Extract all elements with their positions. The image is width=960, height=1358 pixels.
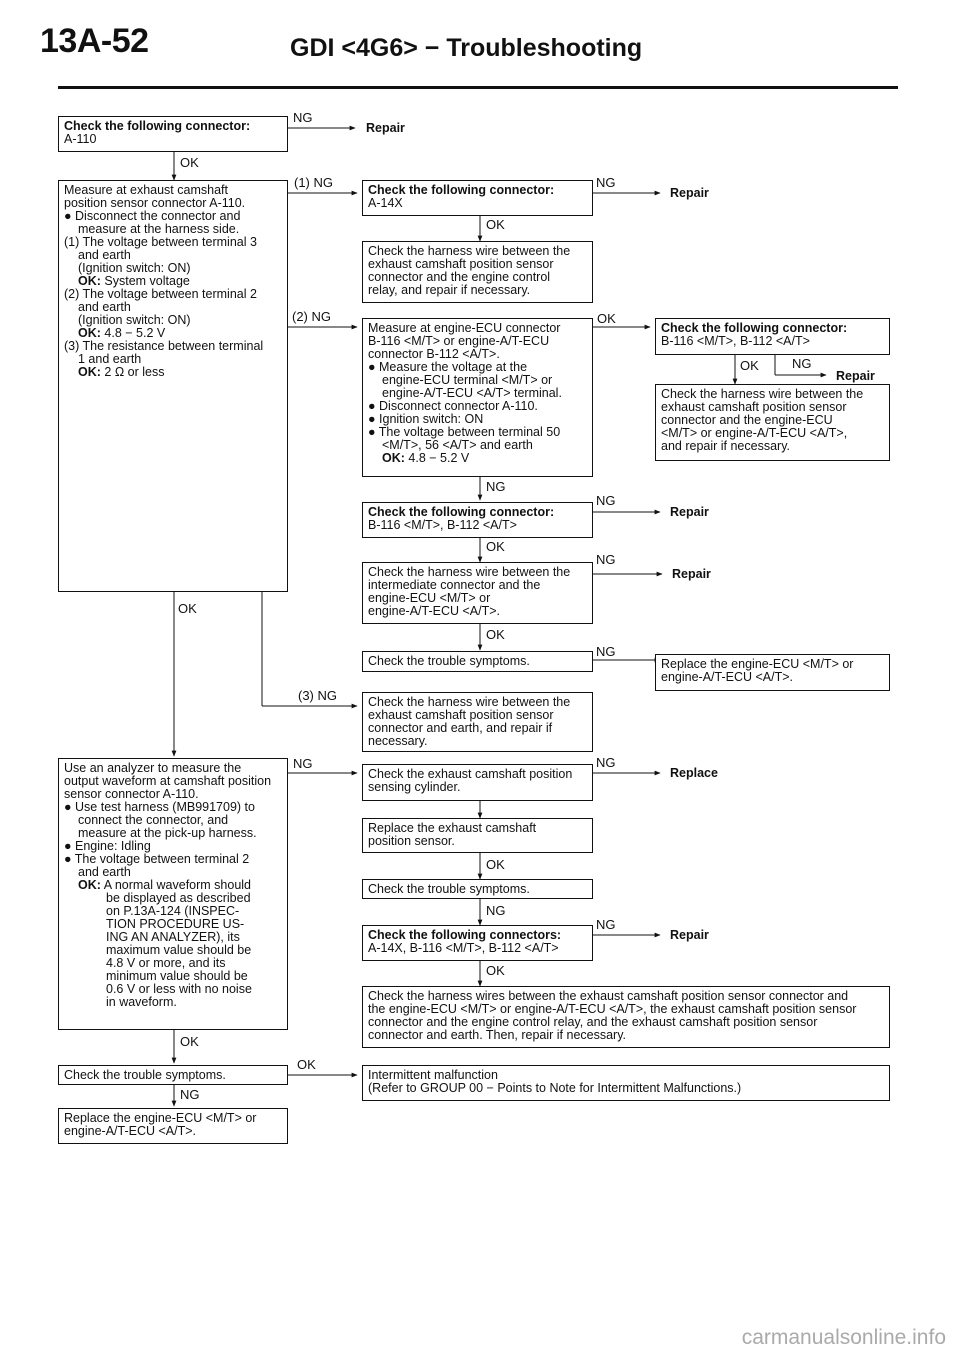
ng-label: NG — [180, 1087, 200, 1102]
box-text: (3) The resistance between terminal — [64, 339, 264, 353]
ng-label: NG — [596, 755, 616, 770]
box-text: engine-A/T-ECU <A/T>. — [64, 1124, 197, 1138]
box-text: (Ignition switch: ON) — [78, 261, 191, 275]
repair-label: Repair — [670, 505, 709, 519]
box-text: A-110 — [64, 132, 97, 146]
ng-label: NG — [792, 356, 812, 371]
ng2-label: (2) NG — [292, 309, 331, 324]
ng-label: NG — [293, 110, 313, 125]
box-text: and earth — [78, 865, 131, 879]
box-title: Check the following connector: — [64, 119, 251, 133]
box-text: connector and the engine control — [368, 270, 551, 284]
ok-key: OK: — [78, 365, 101, 379]
box-text: exhaust camshaft position sensor — [368, 257, 554, 271]
check-sensing-cylinder-box — [362, 764, 593, 801]
box-text: and repair if necessary. — [661, 439, 790, 453]
ok-label: OK — [486, 963, 505, 978]
box-text: connector and the engine control relay, and the exhaust camshaft position sensor — [368, 1015, 818, 1029]
box-text: ● The voltage between terminal 2 — [64, 852, 250, 866]
ng-label: NG — [596, 493, 616, 508]
box-text: Check the harness wire between the — [368, 244, 571, 258]
ok-label: OK — [180, 1034, 199, 1049]
box-text: Measure at engine-ECU connector — [368, 321, 561, 335]
box-text: maximum value should be — [106, 943, 252, 957]
replace-ecu-box — [655, 654, 890, 691]
repair-label: Repair — [672, 567, 711, 581]
repair-label: Repair — [670, 186, 709, 200]
box-text: Replace the engine-ECU <M/T> or — [661, 657, 854, 671]
repair-label: Repair — [670, 928, 709, 942]
box-text: ● Measure the voltage at the — [368, 360, 528, 374]
box-text: Use an analyzer to measure the — [64, 761, 242, 775]
check-harness-ecu-box — [655, 384, 890, 461]
intermittent-malfunction-box — [362, 1065, 890, 1101]
box-text: Replace the engine-ECU <M/T> or — [64, 1111, 257, 1125]
ok-key: OK: — [78, 274, 101, 288]
repair-label: Repair — [366, 121, 405, 135]
box-text: (1) The voltage between terminal 3 — [64, 235, 257, 249]
box-text: B-116 <M/T>, B-112 <A/T> — [661, 334, 810, 348]
box-text: connector and earth, and repair if — [368, 721, 553, 735]
watermark: carmanualsonline.info — [741, 1326, 946, 1349]
box-text: minimum value should be — [106, 969, 248, 983]
analyzer-waveform-box — [58, 758, 288, 1030]
ng-label: NG — [596, 175, 616, 190]
box-text: intermediate connector and the — [368, 578, 541, 592]
box-text: Check the harness wire between the — [661, 387, 864, 401]
box-text: Check the trouble symptoms. — [368, 882, 530, 896]
box-text: and earth — [78, 300, 131, 314]
box-text: the engine-ECU <M/T> or engine-A/T-ECU <A/T>, the exhaust camshaft position sensor — [368, 1002, 857, 1016]
box-text: (2) The voltage between terminal 2 — [64, 287, 257, 301]
ok-label: OK — [180, 155, 199, 170]
box-title: Check the following connectors: — [368, 928, 562, 942]
ng3-label: (3) NG — [298, 688, 337, 703]
box-text: 0.6 V or less with no noise — [106, 982, 252, 996]
check-connector-a110-box — [58, 116, 288, 152]
box-text: ● The voltage between terminal 50 — [368, 425, 561, 439]
replace-label: Replace — [670, 766, 718, 780]
ok-label: OK — [486, 857, 505, 872]
box-text: ● Engine: Idling — [64, 839, 151, 853]
check-connector-a14x-box — [362, 180, 593, 216]
ok-value: 2 Ω or less — [100, 365, 165, 379]
ok-key: OK: — [78, 878, 101, 892]
ok-value: 4.8 − 5.2 V — [404, 451, 470, 465]
box-text: connector and the engine-ECU — [661, 413, 833, 427]
box-text: ING AN ANALYZER), its — [106, 930, 240, 944]
box-text — [64, 366, 282, 379]
check-harness-relay-box — [362, 241, 593, 303]
box-text: relay, and repair if necessary. — [368, 283, 531, 297]
ok-label: OK — [486, 217, 505, 232]
box-text: Check the harness wire between the — [368, 565, 571, 579]
check-connectors-multi-box — [362, 925, 593, 961]
ok-label: OK — [597, 311, 616, 326]
box-title: Check the following connector: — [368, 505, 555, 519]
box-text: (Refer to GROUP 00 − Points to Note for Intermittent Malfunctions.) — [368, 1081, 742, 1095]
box-text: ● Disconnect the connector and — [64, 209, 241, 223]
box-text: engine-ECU <M/T> or — [368, 591, 491, 605]
ng-label: NG — [486, 479, 506, 494]
box-text: engine-A/T-ECU <A/T>. — [368, 604, 501, 618]
box-text: A-14X, B-116 <M/T>, B-112 <A/T> — [368, 941, 559, 955]
box-text: sensor connector A-110. — [64, 787, 199, 801]
box-text: B-116 <M/T>, B-112 <A/T> — [368, 518, 517, 532]
box-text: Check the harness wires between the exhaust camshaft position sensor connector and — [368, 989, 849, 1003]
ng-label: NG — [596, 917, 616, 932]
box-text — [368, 452, 587, 465]
ok-value: System voltage — [100, 274, 190, 288]
box-text: <M/T> or engine-A/T-ECU <A/T>, — [661, 426, 848, 440]
box-text: on P.13A-124 (INSPEC- — [106, 904, 240, 918]
box-text: in waveform. — [106, 995, 177, 1009]
ng-label: NG — [596, 552, 616, 567]
box-text: Check the harness wire between the — [368, 695, 571, 709]
box-text: Measure at exhaust camshaft — [64, 183, 228, 197]
box-text: A-14X — [368, 196, 403, 210]
box-text: output waveform at camshaft position — [64, 774, 272, 788]
ok-value: A normal waveform should — [100, 878, 251, 892]
ng-label: NG — [293, 756, 313, 771]
check-harness-earth-box — [362, 692, 593, 752]
box-text: engine-A/T-ECU <A/T>. — [661, 670, 794, 684]
box-text: and earth — [78, 248, 131, 262]
check-connector-b116-box — [655, 318, 890, 355]
box-text: 4.8 V or more, and its — [106, 956, 226, 970]
box-title: Check the following connector: — [661, 321, 848, 335]
box-text: Intermittent malfunction — [368, 1068, 498, 1082]
box-text: (Ignition switch: ON) — [78, 313, 191, 327]
box-text: connector B-112 <A/T>. — [368, 347, 500, 361]
box-text: measure at the harness side. — [78, 222, 240, 236]
measure-sensor-connector-box — [58, 180, 288, 592]
check-trouble-symptoms-3-box — [58, 1065, 288, 1085]
check-trouble-symptoms-box — [362, 651, 593, 672]
box-text: Check the trouble symptoms. — [368, 654, 530, 668]
ng-label: NG — [486, 903, 506, 918]
page-title: GDI <4G6> − Troubleshooting — [290, 34, 643, 62]
box-text: Check the exhaust camshaft position — [368, 767, 573, 781]
box-text: ● Use test harness (MB991709) to — [64, 800, 255, 814]
replace-ecu-2-box — [58, 1108, 288, 1144]
box-text: exhaust camshaft position sensor — [368, 708, 554, 722]
box-text: position sensor. — [368, 834, 455, 848]
box-text: engine-ECU terminal <M/T> or — [382, 373, 553, 387]
box-text: Replace the exhaust camshaft — [368, 821, 537, 835]
box-text: ● Ignition switch: ON — [368, 412, 484, 426]
check-harness-intermediate-box — [362, 562, 593, 624]
box-text: sensing cylinder. — [368, 780, 461, 794]
ng-label: NG — [596, 644, 616, 659]
ok-key: OK: — [382, 451, 405, 465]
check-trouble-symptoms-2-box — [362, 879, 593, 899]
ok-label: OK — [486, 539, 505, 554]
page-number: 13A-52 — [40, 22, 149, 60]
ok-label: OK — [486, 627, 505, 642]
box-text: necessary. — [368, 734, 428, 748]
box-text: engine-A/T-ECU <A/T> terminal. — [382, 386, 562, 400]
box-text: TION PROCEDURE US- — [106, 917, 245, 931]
check-harness-wires-box — [362, 986, 890, 1048]
box-text: position sensor connector A-110. — [64, 196, 246, 210]
box-text: Check the trouble symptoms. — [64, 1068, 226, 1082]
box-text: exhaust camshaft position sensor — [661, 400, 847, 414]
box-text: measure at the pick-up harness. — [78, 826, 257, 840]
box-text: 1 and earth — [78, 352, 142, 366]
ok-label: OK — [740, 358, 759, 373]
box-title: Check the following connector: — [368, 183, 555, 197]
ok-key: OK: — [78, 326, 101, 340]
check-connector-b116-b112-box — [362, 502, 593, 538]
ok-value: 4.8 − 5.2 V — [100, 326, 166, 340]
box-text: <M/T>, 56 <A/T> and earth — [382, 438, 533, 452]
box-text: ● Disconnect connector A-110. — [368, 399, 538, 413]
box-text: B-116 <M/T> or engine-A/T-ECU — [368, 334, 550, 348]
repair-label: Repair — [836, 369, 875, 383]
replace-sensor-box — [362, 818, 593, 853]
box-text: connector and earth. Then, repair if necessary. — [368, 1028, 627, 1042]
ok-label: OK — [297, 1057, 316, 1072]
box-text: be displayed as described — [106, 891, 251, 905]
ng1-label: (1) NG — [294, 175, 333, 190]
measure-ecu-connector-box — [362, 318, 593, 477]
ok-label: OK — [178, 601, 197, 616]
box-text: connect the connector, and — [78, 813, 229, 827]
